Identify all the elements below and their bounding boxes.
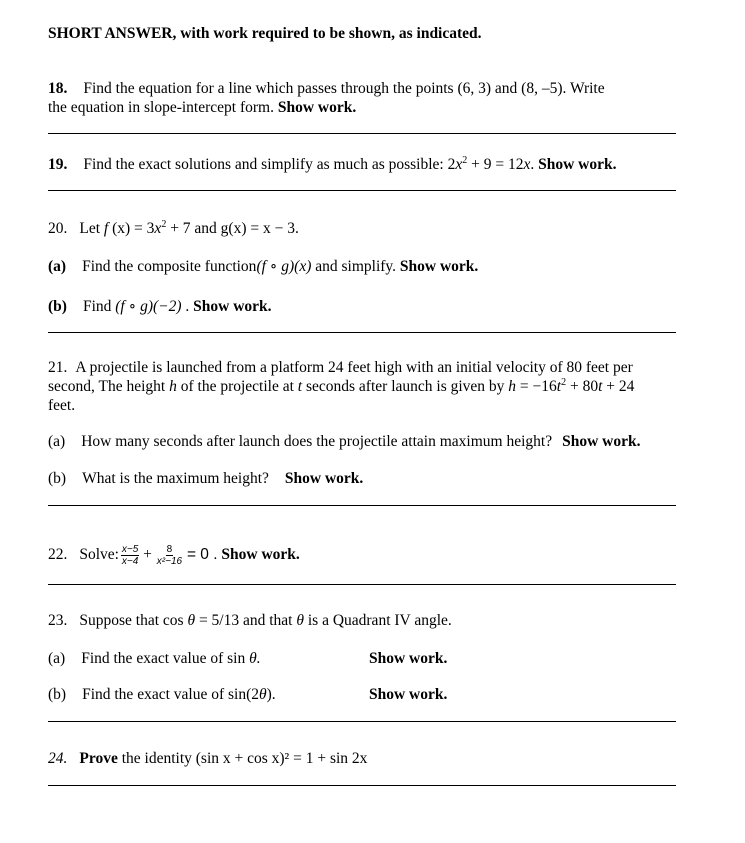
question-23a xyxy=(48,649,261,668)
q21a-show-work: Show work. xyxy=(562,433,641,450)
q20a-label: (a) xyxy=(48,258,67,275)
question-18-line2 xyxy=(48,98,356,117)
answer-rule-19 xyxy=(48,190,676,191)
q18-line2: the equation in slope-intercept form. xyxy=(48,99,274,116)
q23-number: 23. xyxy=(48,612,68,629)
question-23b xyxy=(48,685,276,704)
q23b-theta: θ xyxy=(259,686,267,703)
q21-t3: t xyxy=(598,378,603,395)
question-22 xyxy=(48,544,300,567)
question-24 xyxy=(48,749,367,768)
answer-rule-20 xyxy=(48,332,676,333)
q21b-show-work: Show work. xyxy=(284,470,364,487)
question-21b xyxy=(48,469,363,488)
question-20 xyxy=(48,219,299,238)
q20a-composite: (f ∘ g)(x) xyxy=(256,258,312,275)
q19-number: 19. xyxy=(48,156,68,173)
q23a-show-work: Show work. xyxy=(369,650,448,667)
q20-number: 20. xyxy=(48,220,68,237)
q20-rest: + 7 and g(x) = x − 3. xyxy=(166,220,299,237)
q21-eq-b: + 80 xyxy=(566,378,599,395)
q23b-tail: ). xyxy=(266,686,276,703)
q19-x2: x xyxy=(523,156,531,173)
q21-h2: h xyxy=(508,378,517,395)
q19-x1: x xyxy=(455,156,463,173)
answer-rule-22 xyxy=(48,584,676,585)
question-19 xyxy=(48,155,617,174)
question-23 xyxy=(48,611,452,630)
question-20a xyxy=(48,257,478,276)
q21a-text: How many seconds after launch does the projectile attain maximum height? xyxy=(81,433,553,450)
q21-line2-c: seconds after launch is given by xyxy=(302,378,509,395)
q23b-show-work: Show work. xyxy=(369,686,448,703)
q23-text-a: Suppose that cos xyxy=(79,612,188,629)
q19-exponent: 2 xyxy=(462,155,468,166)
q19-show-work: Show work. xyxy=(538,156,617,173)
q20b-label: (b) xyxy=(48,298,67,315)
q21-line2-a: second, The height xyxy=(48,378,170,395)
question-21-line2 xyxy=(48,377,634,396)
q23a-label: (a) xyxy=(48,650,66,667)
q21-line1: A projectile is launched from a platform 24 feet high with an initial velocity of 80 feet per xyxy=(75,359,633,376)
answer-rule-21 xyxy=(48,505,676,506)
q22-frac1-numerator: x−5 xyxy=(121,544,139,555)
q22-show-work: Show work. xyxy=(221,546,300,564)
q21-exponent: 2 xyxy=(561,377,567,388)
question-21-line3: feet. xyxy=(48,397,76,414)
question-18 xyxy=(48,79,605,98)
q23-theta: θ xyxy=(187,612,196,629)
answer-rule-24 xyxy=(48,785,676,786)
q23-theta2: θ xyxy=(296,612,304,629)
q22-number: 22. xyxy=(48,546,68,564)
question-21 xyxy=(48,358,633,377)
q20b-text: Find xyxy=(82,298,112,315)
q20-let: Let xyxy=(79,220,104,237)
q22-frac1-denominator: x−4 xyxy=(121,556,139,567)
q20a-text: Find the composite function xyxy=(82,258,257,275)
q21-eq-c: + 24 xyxy=(602,378,635,395)
q20b-show-work: Show work. xyxy=(193,298,272,315)
q24-text: the identity (sin x + cos x)² = 1 + sin 2x xyxy=(117,750,368,767)
q22-frac2-numerator: 8 xyxy=(166,544,173,555)
q22-equals-zero: = 0 . xyxy=(186,546,218,564)
q20b-composite: (f ∘ g)(−2) xyxy=(115,298,182,315)
answer-rule-23 xyxy=(48,721,676,722)
q23b-text: Find the exact value of sin(2 xyxy=(82,686,259,703)
q20b-tail: . xyxy=(181,298,190,315)
q19-text-c: . xyxy=(530,156,535,173)
q18-line1: Find the equation for a line which passes through the points (6, 3) and (8, –5). Write xyxy=(83,80,605,97)
q18-number: 18. xyxy=(48,80,68,97)
question-20b xyxy=(48,297,272,316)
q21b-text: What is the maximum height? xyxy=(82,470,269,487)
answer-rule-18 xyxy=(48,133,676,134)
section-header: SHORT ANSWER, with work required to be shown, as indicated. xyxy=(48,25,482,42)
q20a-tail: and simplify. xyxy=(311,258,397,275)
q21-eq-a: = −16 xyxy=(516,378,557,395)
q20-exponent: 2 xyxy=(161,219,167,230)
q24-number: 24. xyxy=(48,750,68,767)
q22-fraction-1 xyxy=(121,544,139,567)
q23a-theta: θ. xyxy=(249,650,261,667)
q22-plus: + xyxy=(143,546,152,564)
q21-line2-b: of the projectile at xyxy=(176,378,298,395)
q21-t2: t xyxy=(556,378,562,395)
q23-text-b: = 5/13 and that xyxy=(195,612,297,629)
q21a-label: (a) xyxy=(48,433,66,450)
q24-prove: Prove xyxy=(79,750,118,767)
q20-x: x xyxy=(154,220,162,237)
q21-number: 21. xyxy=(48,359,68,376)
q21b-label: (b) xyxy=(48,470,67,487)
q22-frac2-denominator: x²−16 xyxy=(156,556,183,567)
q19-text-b: + 9 = 12 xyxy=(467,156,524,173)
q20-f: f xyxy=(103,220,109,237)
q20-fx: (x) = 3 xyxy=(108,220,155,237)
q19-text-a: Find the exact solutions and simplify as much as possible: 2 xyxy=(83,156,456,173)
question-21a xyxy=(48,432,640,451)
q23a-text: Find the exact value of sin xyxy=(81,650,250,667)
q22-fraction-2 xyxy=(156,544,183,567)
q23b-label: (b) xyxy=(48,686,67,703)
q21-h: h xyxy=(169,378,177,395)
q22-solve: Solve: xyxy=(79,546,119,564)
q21-t: t xyxy=(297,378,303,395)
q23-text-c: is a Quadrant IV angle. xyxy=(303,612,452,629)
q20a-show-work: Show work. xyxy=(399,258,479,275)
q18-show-work: Show work. xyxy=(277,99,357,116)
